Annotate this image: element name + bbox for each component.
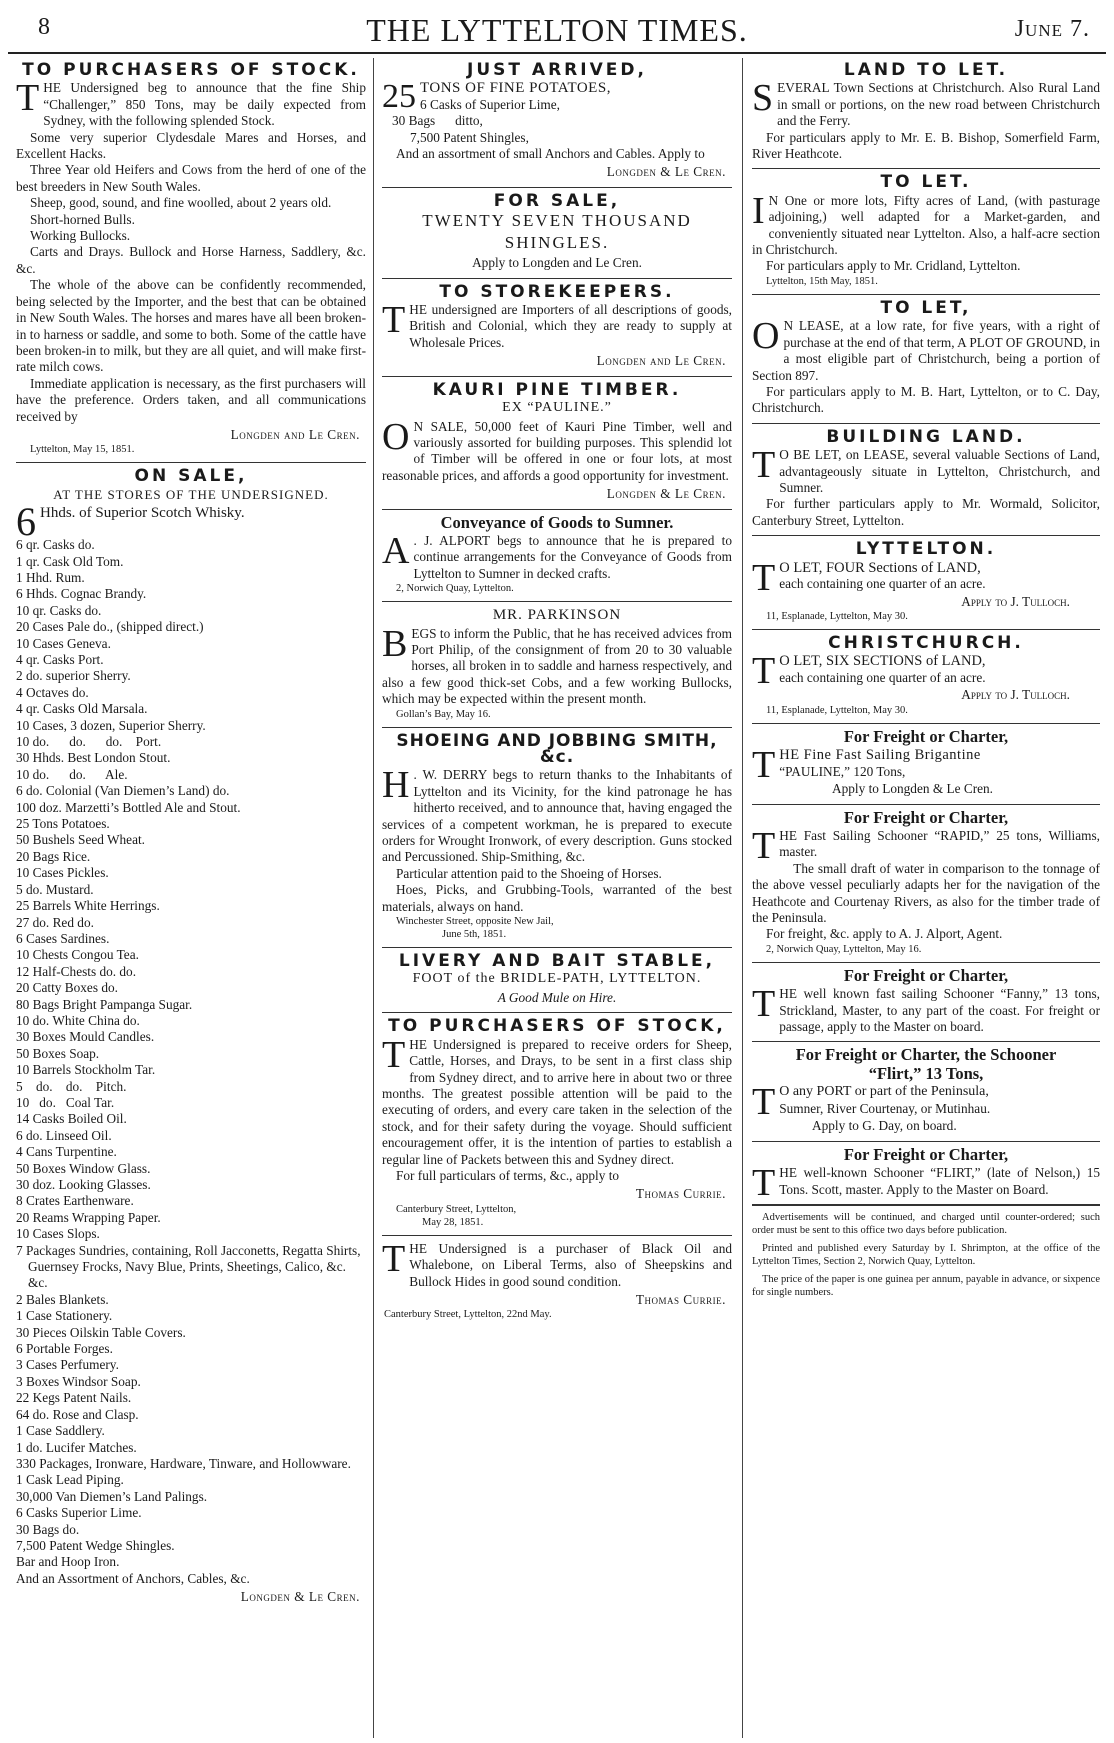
ad-divider — [752, 1141, 1100, 1142]
ad-text: 6 Casks of Superior Lime, — [420, 96, 560, 112]
ad-to-let-lease — [752, 297, 1100, 417]
ad-dateline: Gollan’s Bay, May 16. — [396, 708, 491, 720]
stock-list-item: 1 do. Lucifer Matches. — [16, 1439, 137, 1455]
stock-list-item: 10 do. do. Ale. — [16, 766, 128, 782]
ad-heading: LYTTELTON. — [855, 539, 997, 560]
drop-cap: T — [752, 825, 776, 867]
ad-signature: Longden and Le Cren. — [596, 353, 726, 369]
ad-heading: Conveyance of Goods to Sumner. — [440, 512, 674, 532]
ad-dateline: 11, Esplanade, Lyttelton, May 30. — [766, 610, 908, 622]
ad-text: Apply to G. Day, on board. — [812, 1118, 957, 1134]
drop-cap: O — [752, 315, 780, 358]
stock-list-item: 3 Cases Perfumery. — [16, 1357, 119, 1373]
stock-list-item: 50 Boxes Window Glass. — [16, 1160, 151, 1176]
ad-text: 30 Bags ditto, — [392, 113, 483, 129]
ad-divider — [382, 376, 732, 377]
ad-text: Apply to J. Tulloch. — [961, 593, 1070, 609]
ad-text: EVERAL Town Sections at Christchurch. Also Rural Land in small or portions, on the new road between Christchurch and the Ferry. — [777, 80, 1100, 129]
ad-text: For particulars apply to Mr. E. B. Bishop, Somerfield Farm, River Heathcote. — [752, 129, 1100, 162]
masthead-rule — [8, 52, 1106, 54]
ad-text: . J. ALPORT begs to announce that he is prepared to continue arrangements for the Conveyance of Goods from Lyttelton to Sumner in decked crafts. — [413, 532, 732, 581]
ad-subheading: EX “PAULINE.” — [502, 400, 612, 416]
ad-divider — [752, 723, 1100, 724]
column-1 — [16, 58, 366, 1606]
stock-list-item: 3 Boxes Windsor Soap. — [16, 1373, 141, 1389]
stock-list-item: 330 Packages, Ironware, Hardware, Tinware, and Hollowware. — [16, 1455, 351, 1471]
stock-list-item: 10 Cases Geneva. — [16, 635, 111, 651]
stock-list-item: 7,500 Patent Wedge Shingles. — [16, 1537, 175, 1553]
ad-building-land — [752, 426, 1100, 529]
stock-list-item: 10 do. do. do. Port. — [16, 734, 162, 750]
ad-text: Some very superior Clydesdale Mares and Horses, and Excellent Hacks. — [16, 129, 366, 162]
ad-text: “PAULINE,” 120 Tons, — [779, 763, 906, 779]
ad-text: HE undersigned are Importers of all descriptions of goods, British and Colonial, which they are ready to supply at Wholesale Prices. — [409, 302, 732, 350]
ad-heading: SHOEING AND JOBBING SMITH, &c. — [396, 730, 718, 767]
ad-subheading: FOOT of the BRIDLE-PATH, LYTTELTON. — [412, 971, 702, 987]
ad-text: Short-horned Bulls. — [30, 211, 135, 227]
stock-list-item: 1 Case Stationery. — [16, 1308, 113, 1324]
stock-list-item: 2 Bales Blankets. — [16, 1291, 109, 1307]
ad-text: each containing one quarter of an acre. — [779, 575, 986, 591]
stock-list-item: 1 Case Saddlery. — [16, 1423, 105, 1439]
ad-dateline: Canterbury Street, Lyttelton, — [396, 1203, 517, 1215]
stock-list-item: 64 do. Rose and Clasp. — [16, 1406, 139, 1422]
notice-text: Printed and published every Saturday by I. Shrimpton, at the office of the Lyttelton Times, Section 2, Norwich Quay, Lyttelton. — [752, 1242, 1100, 1268]
drop-cap: T — [382, 1033, 406, 1076]
ad-purchasers-of-stock — [16, 62, 366, 456]
drop-cap: B — [382, 622, 408, 665]
ad-heading: For Freight or Charter, — [843, 965, 1009, 985]
stock-list-item: 30,000 Van Diemen’s Land Palings. — [16, 1488, 208, 1504]
ad-land-to-let — [752, 62, 1100, 162]
column-3 — [752, 58, 1100, 1304]
stock-list-item: 14 Casks Boiled Oil. — [16, 1111, 127, 1127]
ad-text: O any PORT or part of the Peninsula, — [779, 1084, 989, 1100]
ad-text: Immediate application is necessary, as the first purchasers will have the preference. Orders taken, and all communications received by — [16, 375, 366, 424]
ad-text: O LET, FOUR Sections of LAND, — [779, 559, 981, 576]
ad-heading: “Flirt,” 13 Tons, — [868, 1063, 984, 1083]
drop-cap: I — [752, 189, 765, 232]
masthead — [14, 8, 1100, 48]
ad-conveyance-sumner — [382, 512, 732, 596]
drop-cap: T — [16, 77, 40, 120]
ad-text: Sheep, good, sound, and fine woolled, about 2 years old. — [30, 195, 332, 211]
ad-heading: BUILDING LAND. — [826, 426, 1026, 447]
ad-heading: TO PURCHASERS OF STOCK, — [388, 1016, 726, 1037]
stock-list-item: 30 Pieces Oilskin Table Covers. — [16, 1324, 186, 1340]
column-2 — [382, 58, 732, 1321]
stock-list-item: 10 Chests Congou Tea. — [16, 947, 139, 963]
ad-text: HE Undersigned is prepared to receive orders for Sheep, Cattle, Horses, and Drays, to be sent in a first class ship from Sydney direct, and to arrive here in about two or three months. The greatest possible attention will be paid to the executing of orders, and every care taken in the selection of the stock, and for their safety during the voyage. Should sufficient encouragement offer, it is the intention of parties to establish a regular line of Packets between this and Sydney direct. — [382, 1036, 732, 1167]
stock-list-item: 10 Cases Slops. — [16, 1226, 100, 1242]
drop-cap: 6 — [16, 505, 36, 538]
ad-text: . W. DERRY begs to return thanks to the Inhabitants of Lyttelton and its Vicinity, for the kind patronage he has hitherto received, and to announce that, having engaged the services of a competent workman, he is prepared to execute orders for Wrought Ironwork, of every description. Guns stocked and Percussioned. Ship-Smithing, &c. — [382, 767, 732, 865]
ad-heading: TO LET, — [880, 297, 972, 318]
stock-list-item: 10 do. White China do. — [16, 1012, 140, 1028]
ad-text: O BE LET, on LEASE, several valuable Sections of Land, advantageously situate in Lyttelton, Christchurch, and Sumner. — [779, 447, 1100, 495]
ad-divider — [752, 1204, 1100, 1206]
ad-christchurch-sections — [752, 632, 1100, 717]
drop-cap: T — [752, 559, 776, 594]
ad-text: HE well known fast sailing Schooner “Fanny,” 13 tons, Strickland, Master, to any part of the coast. For freight or passage, apply to the Master on board. — [779, 986, 1100, 1035]
ad-text: For further particulars apply to Mr. Wormald, Solicitor, Canterbury Street, Lyttelton. — [752, 496, 1100, 528]
ad-text: For particulars apply to Mr. Cridland, Lyttelton. — [766, 258, 1021, 274]
ad-livery-stable — [382, 953, 732, 1006]
ad-divider — [752, 535, 1100, 536]
ad-heading: For Freight or Charter, the Schooner — [795, 1045, 1057, 1065]
ad-text: Hoes, Picks, and Grubbing-Tools, warranted of the best materials, always on hand. — [382, 882, 732, 914]
ad-text: Apply to J. Tulloch. — [961, 687, 1070, 703]
drop-cap: A — [382, 529, 410, 572]
ad-heading: LIVERY AND BAIT STABLE, — [398, 951, 716, 972]
ad-heading: TO PURCHASERS OF STOCK. — [22, 60, 360, 80]
ad-text: Particular attention paid to the Shoeing of Horses. — [396, 865, 662, 881]
ad-heading: TO LET. — [880, 172, 972, 193]
ad-mr-parkinson — [382, 607, 732, 720]
ad-signature: Thomas Currie. — [635, 1186, 726, 1202]
ad-dateline: Winchester Street, opposite New Jail, — [396, 916, 554, 928]
stock-list-item: 6 Hhds. Cognac Brandy. — [16, 586, 147, 602]
ad-divider — [382, 601, 732, 602]
ad-for-sale-shingles — [382, 190, 732, 272]
ad-text: HE Fine Fast Sailing Brigantine — [779, 747, 981, 764]
ad-divider — [752, 629, 1100, 630]
stock-list-item: 25 Tons Potatoes. — [16, 816, 110, 832]
drop-cap: T — [752, 1084, 776, 1119]
ad-heading: TO STOREKEEPERS. — [439, 281, 675, 302]
page-number: 8 — [38, 14, 50, 40]
ad-text: And an assortment of small Anchors and Cables. Apply to — [396, 146, 705, 162]
ad-signature: Longden & Le Cren. — [240, 1589, 360, 1605]
stock-list — [16, 537, 366, 1587]
ad-text: For particulars apply to M. B. Hart, Lyttelton, or to C. Day, Christchurch. — [752, 383, 1100, 416]
stock-list-item: 100 doz. Marzetti’s Bottled Ale and Stout. — [16, 799, 241, 815]
notice-text: The price of the paper is one guinea per annum, payable in advance, or sixpence for single numbers. — [752, 1273, 1100, 1299]
column-rule — [373, 58, 374, 1738]
stock-list-item: 30 Hhds. Best London Stout. — [16, 750, 171, 766]
stock-list-item: And an Assortment of Anchors, Cables, &c. — [16, 1570, 250, 1586]
ad-heading: For Freight or Charter, — [843, 1144, 1009, 1164]
stock-list-item: 30 doz. Looking Glasses. — [16, 1177, 151, 1192]
ad-divider — [382, 1012, 732, 1013]
stock-list-item: 22 Kegs Patent Nails. — [16, 1390, 132, 1406]
ad-divider — [752, 168, 1100, 169]
ad-lyttelton-sections — [752, 541, 1100, 623]
ad-text: Working Bullocks. — [30, 228, 131, 244]
ad-black-oil — [382, 1237, 732, 1322]
ad-heading: CHRISTCHURCH. — [828, 632, 1024, 653]
ad-freight-pauline — [752, 726, 1100, 798]
ad-heading: JUST ARRIVED, — [467, 60, 647, 80]
ad-divider — [382, 187, 732, 188]
ad-text: N One or more lots, Fifty acres of Land, (with pasturage adjoining,) well adapted for a Market-garden, and conveniently situated near Lyttelton. Also, a half-acre section in Christchurch. — [752, 192, 1100, 258]
ad-text: The whole of the above can be confidently recommended, being selected by the Importer, and the best that can be obtained in New South Wales. The horses and mares have all been broken-in to harness or saddle, and some to both. Some of the cattle have been broken-in to milk, but they are all quiet, and will make first-rate milch cows. — [16, 277, 366, 375]
ad-dateline: Canterbury Street, Lyttelton, 22nd May. — [384, 1309, 552, 1321]
ad-text: For full particulars of terms, &c., apply to — [396, 1167, 620, 1183]
ad-storekeepers — [382, 281, 732, 370]
ad-text: Carts and Drays. Bullock and Horse Harness, Saddlery, &c. &c. — [16, 244, 366, 276]
ad-purchasers-of-stock-currie — [382, 1018, 732, 1228]
ad-heading: MR. PARKINSON — [492, 607, 622, 624]
stock-list-item: 12 Half-Chests do. do. — [16, 963, 137, 979]
ad-freight-rapid — [752, 807, 1100, 956]
ad-dateline: June 5th, 1851. — [442, 929, 507, 941]
stock-list-item: Bar and Hoop Iron. — [16, 1554, 120, 1570]
ad-dateline: 2, Norwich Quay, Lyttelton, May 16. — [766, 943, 922, 955]
ad-text: SHINGLES. — [504, 233, 610, 253]
ad-divider — [382, 947, 732, 948]
stock-list-item: 10 do. Coal Tar. — [16, 1094, 115, 1110]
ad-heading: KAURI PINE TIMBER. — [432, 379, 682, 400]
stock-list-item: 4 qr. Casks Port. — [16, 652, 104, 667]
ad-heading: For Freight or Charter, — [843, 807, 1009, 827]
drop-cap: T — [752, 983, 776, 1026]
ad-divider — [16, 462, 366, 463]
ad-text: TONS OF FINE POTATOES, — [420, 80, 611, 97]
ad-divider — [752, 294, 1100, 295]
stock-list-item: 50 Bushels Seed Wheat. — [16, 832, 146, 848]
ad-text: Sumner, River Courtenay, or Mutinhau. — [779, 1100, 991, 1116]
stock-list-item: 4 qr. Casks Old Marsala. — [16, 701, 148, 717]
drop-cap: T — [752, 653, 776, 688]
ad-divider — [382, 727, 732, 728]
ad-text: O LET, SIX SECTIONS of LAND, — [779, 653, 986, 670]
stock-list-item: 4 Cans Turpentine. — [16, 1144, 117, 1160]
ad-heading: FOR SALE, — [493, 190, 621, 211]
ad-divider — [752, 962, 1100, 963]
ad-text: HE well-known Schooner “FLIRT,” (late of Nelson,) 15 Tons. Scott, master. Apply to the Master on Board. — [779, 1165, 1100, 1197]
stock-list-item: 6 qr. Casks do. — [16, 537, 95, 553]
stock-list-item: 25 Barrels White Herrings. — [16, 898, 160, 914]
ad-dateline: 11, Esplanade, Lyttelton, May 30. — [766, 704, 908, 716]
ad-dateline: May 28, 1851. — [422, 1216, 484, 1228]
stock-list-item: 5 do. do. Pitch. — [16, 1078, 127, 1094]
stock-list-item: 8 Crates Earthenware. — [16, 1193, 134, 1209]
drop-cap: T — [382, 1237, 406, 1280]
ad-text: 7,500 Patent Shingles, — [410, 129, 529, 145]
ad-text: A Good Mule on Hire. — [497, 989, 617, 1005]
stock-list-item: 20 Bags Rice. — [16, 848, 91, 864]
ad-divider — [382, 278, 732, 279]
notice-text: Advertisements will be continued, and charged until counter-ordered; such order must be sent to this office two days before publication. — [752, 1211, 1100, 1237]
ad-signature: Longden and Le Cren. — [230, 426, 360, 442]
ad-kauri-pine-timber — [382, 379, 732, 503]
ad-divider — [752, 804, 1100, 805]
ad-shoeing-smith — [382, 730, 732, 941]
ad-dateline: Lyttelton, 15th May, 1851. — [766, 275, 878, 287]
publication-notice — [752, 1211, 1100, 1300]
ad-subheading: AT THE STORES OF THE UNDERSIGNED. — [53, 486, 329, 502]
ad-freight-flirt-15 — [752, 1144, 1100, 1205]
ad-text: TWENTY SEVEN THOUSAND — [422, 211, 692, 231]
ad-text: HE Undersigned beg to announce that the fine Ship “Challenger,” 850 Tons, may be daily expected from Sydney, with the following splended Stock. — [43, 80, 366, 129]
ad-heading: ON SALE, — [134, 466, 248, 487]
ad-divider — [752, 423, 1100, 424]
stock-list-item: 20 Cases Pale do., (shipped direct.) — [16, 619, 204, 635]
ad-signature: Longden & Le Cren. — [606, 164, 726, 180]
stock-list-item: 30 Boxes Mould Candles. — [16, 1029, 155, 1045]
ad-freight-flirt-13 — [752, 1047, 1100, 1134]
stock-list-item: 6 do. Linseed Oil. — [16, 1127, 112, 1143]
stock-list-item: 10 Cases, 3 dozen, Superior Sherry. — [16, 717, 206, 733]
stock-list-item: 20 Reams Wrapping Paper. — [16, 1209, 161, 1225]
ad-on-sale — [16, 468, 366, 1605]
ad-text: HE Fast Sailing Schooner “RAPID,” 25 tons, Williams, master. — [779, 828, 1100, 860]
column-rule — [742, 58, 743, 1738]
ad-text: N LEASE, at a low rate, for five years, with a right of purchase at the end of that term, A PLOT OF GROUND, in a most eligible part of Christchurch, being a portion of Section 897. — [752, 318, 1100, 383]
ad-text: For freight, &c. apply to A. J. Alport, Agent. — [766, 926, 1003, 942]
ad-freight-fanny — [752, 965, 1100, 1036]
stock-list-item: 27 do. Red do. — [16, 914, 94, 930]
stock-list-item: 1 qr. Cask Old Tom. — [16, 553, 124, 569]
drop-cap: T — [752, 444, 776, 487]
drop-cap: T — [752, 1162, 776, 1205]
stock-list-item: 10 Cases Pickles. — [16, 865, 109, 881]
drop-cap: H — [382, 764, 410, 807]
stock-list-item: 4 Octaves do. — [16, 684, 89, 700]
stock-list-item: 1 Hhd. Rum. — [16, 569, 85, 585]
ad-divider — [752, 1041, 1100, 1042]
ad-text: Apply to Longden and Le Cren. — [472, 255, 642, 271]
ad-to-let-fifty-acres — [752, 174, 1100, 287]
newspaper-title: THE LYTTELTON TIMES. — [366, 12, 748, 48]
stock-list-item: 6 Cases Sardines. — [16, 930, 110, 946]
stock-list-item: 2 do. superior Sherry. — [16, 668, 131, 684]
stock-list-item: 6 Casks Superior Lime. — [16, 1505, 142, 1521]
ad-divider — [382, 1235, 732, 1236]
drop-cap: S — [752, 77, 774, 120]
ad-text: Hhds. of Superior Scotch Whisky. — [40, 505, 245, 522]
ad-text: N SALE, 50,000 feet of Kauri Pine Timber, well and variously assorted for building purposes. This splendid lot of Timber will be offered in one or four lots, at most reasonable prices, and affords a good opportunity for investment. — [382, 418, 732, 483]
stock-list-item: 30 Bags do. — [16, 1521, 80, 1537]
ad-dateline: Lyttelton, May 15, 1851. — [30, 444, 135, 456]
drop-cap: O — [382, 415, 410, 458]
stock-list-item: 10 Barrels Stockholm Tar. — [16, 1062, 156, 1078]
stock-list-item: 20 Catty Boxes do. — [16, 980, 118, 996]
ad-text: each containing one quarter of an acre. — [779, 669, 986, 685]
stock-list-item: 80 Bags Bright Pampanga Sugar. — [16, 996, 193, 1012]
ad-text: HE Undersigned is a purchaser of Black Oil and Whalebone, on Liberal Terms, also of Sheepskins and Bullock Hides in good sound condition. — [409, 1240, 732, 1289]
ad-divider — [382, 509, 732, 510]
ad-text: Apply to Longden & Le Cren. — [832, 781, 994, 797]
stock-list-item: 6 Portable Forges. — [16, 1341, 113, 1357]
ad-signature: Thomas Currie. — [635, 1291, 726, 1307]
stock-list-item: 5 do. Mustard. — [16, 881, 94, 897]
ad-just-arrived — [382, 62, 732, 181]
stock-list-item: 10 qr. Casks do. — [16, 602, 102, 618]
ad-signature: Longden & Le Cren. — [606, 486, 726, 502]
stock-list-item: 50 Boxes Soap. — [16, 1045, 100, 1061]
ad-text: Three Year old Heifers and Cows from the herd of one of the best breeders in New South Wales. — [16, 162, 366, 194]
ad-text: The small draft of water in comparison to the tonnage of the above vessel peculiarly adapts her for the navigation of the Heathcote and Courtenay Rivers, as also for the timber trade of the Peninsula. — [752, 860, 1100, 926]
drop-cap: 25 — [382, 80, 416, 116]
ad-text: EGS to inform the Public, that he has received advices from Port Philip, of the consignment of from 20 to 30 valuable horses, all broken in to saddle and harness respectively, and also a few good thick-set Cobs, and a few working Bullocks, which may be expected within the present month. — [382, 625, 732, 707]
ad-heading: LAND TO LET. — [843, 60, 1009, 80]
ad-dateline: 2, Norwich Quay, Lyttelton. — [396, 583, 514, 595]
drop-cap: T — [382, 299, 406, 342]
issue-date: June 7. — [1014, 16, 1090, 42]
stock-list-item: 7 Packages Sundries, containing, Roll Jacconetts, Regatta Shirts, Guernsey Frocks, Navy Blue, Prints, Sheetings, Calico, &c. &c. — [16, 1242, 361, 1291]
ad-heading: For Freight or Charter, — [843, 726, 1009, 746]
stock-list-item: 6 do. Colonial (Van Diemen’s Land) do. — [16, 783, 230, 799]
drop-cap: T — [752, 747, 776, 782]
stock-list-item: 1 Cask Lead Piping. — [16, 1472, 124, 1488]
